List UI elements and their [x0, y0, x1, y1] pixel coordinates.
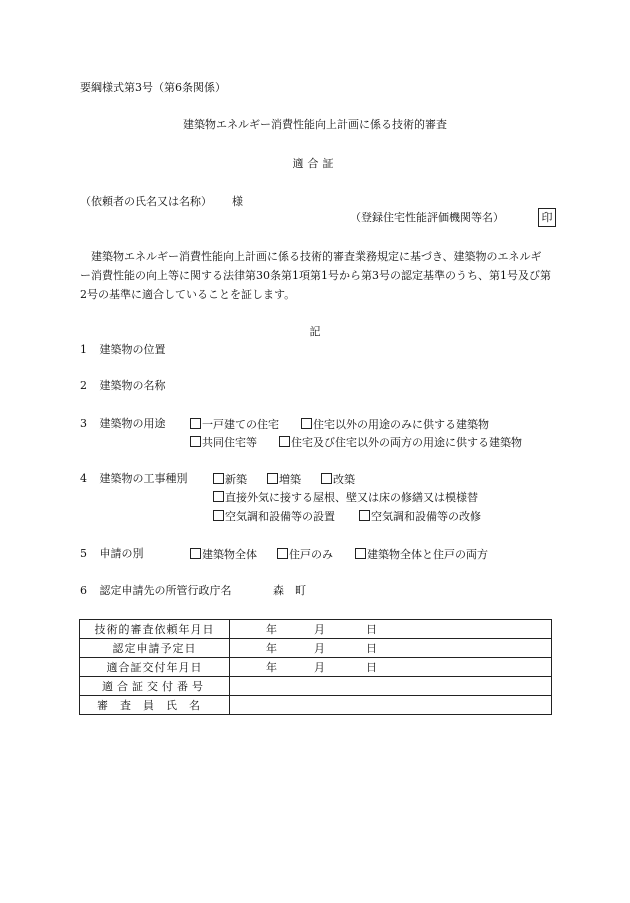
year-unit: 年: [266, 660, 277, 674]
checkbox[interactable]: [301, 418, 312, 429]
table-row: [80, 696, 552, 715]
use-options-row1: [190, 418, 509, 430]
option-label: 共同住宅等: [202, 436, 257, 449]
item-name: [80, 380, 166, 391]
year-unit: 年: [266, 622, 277, 636]
organization-label: （登録住宅性能評価機関等名）: [350, 211, 504, 224]
review-info-table: [79, 619, 552, 715]
table-row: [80, 658, 552, 677]
row-label: 適合証交付番号: [80, 677, 230, 696]
option-label: 空気調和設備等の設置: [225, 510, 335, 523]
form-number: 要綱様式第3号（第6条関係）: [80, 81, 226, 94]
option-label: 住宅以外の用途のみに供する建築物: [313, 418, 489, 431]
day-unit: 日: [366, 660, 377, 674]
checkbox[interactable]: [267, 473, 278, 484]
item-number: 5: [80, 547, 87, 560]
option-both[interactable]: [355, 548, 488, 560]
day-unit: 日: [366, 622, 377, 636]
option-label: 住戸のみ: [289, 548, 333, 561]
option-label: 空気調和設備等の改修: [371, 510, 481, 523]
item-number: 2: [80, 379, 87, 392]
honorific: 様: [232, 195, 243, 208]
month-unit: 月: [314, 641, 325, 655]
item-application-type: [80, 548, 144, 559]
option-mixed-use[interactable]: [279, 436, 522, 448]
row-label: 適合証交付年月日: [80, 658, 230, 677]
number-field[interactable]: [230, 677, 552, 696]
item-number: 6: [80, 584, 87, 597]
document-subtitle: 適合証: [292, 157, 338, 170]
option-whole-building[interactable]: [190, 548, 257, 560]
option-label: 住宅及び住宅以外の両方の用途に供する建築物: [291, 436, 522, 449]
item-number: 3: [80, 417, 87, 430]
checkbox[interactable]: [190, 548, 201, 559]
construction-options-row1: [213, 473, 375, 485]
month-unit: 月: [314, 622, 325, 636]
reviewer-name-field[interactable]: [230, 696, 552, 715]
checkbox[interactable]: [277, 548, 288, 559]
checkbox[interactable]: [279, 436, 290, 447]
certification-statement: 建築物エネルギー消費性能向上計画に係る技術的審査業務規定に基づき、建築物のエネルギー消費性能の向上等に関する法律第30条第1項第1号から第3号の認定基準のうち、第1号及び第2号の基準に適合していることを証します。: [80, 250, 551, 301]
option-extension[interactable]: [267, 473, 301, 485]
application-options: [190, 548, 508, 560]
option-label: 改築: [333, 473, 355, 486]
option-detached-house[interactable]: [190, 418, 279, 430]
option-label: 建築物全体: [202, 548, 257, 561]
year-unit: 年: [266, 641, 277, 655]
option-new-build[interactable]: [213, 473, 247, 485]
seal-mark: 印: [538, 208, 556, 227]
construction-options-row3: [213, 510, 501, 522]
date-field[interactable]: [230, 658, 552, 677]
month-unit: 月: [314, 660, 325, 674]
day-unit: 日: [366, 641, 377, 655]
option-units-only[interactable]: [277, 548, 333, 560]
option-envelope-repair[interactable]: [213, 491, 478, 503]
item-authority: [80, 585, 232, 596]
use-options-row2: [190, 436, 542, 448]
checkbox[interactable]: [359, 510, 370, 521]
option-label: 直接外気に接する屋根、壁又は床の修繕又は模様替: [225, 491, 478, 504]
date-field[interactable]: [230, 639, 552, 658]
table-row: [80, 620, 552, 639]
document-title: 建築物エネルギー消費性能向上計画に係る技術的審査: [183, 118, 447, 131]
table-row: [80, 639, 552, 658]
item-use: [80, 418, 166, 429]
checkbox[interactable]: [190, 418, 201, 429]
item-label: 認定申請先の所管行政庁名: [99, 584, 232, 597]
option-apartment[interactable]: [190, 436, 257, 448]
option-label: 建築物全体と住戸の両方: [367, 548, 488, 561]
option-label: 一戸建ての住宅: [202, 418, 279, 431]
item-construction-type: [80, 473, 188, 484]
option-non-residential[interactable]: [301, 418, 489, 430]
row-label: 認定申請予定日: [80, 639, 230, 658]
option-hvac-renovation[interactable]: [359, 510, 481, 522]
option-rebuild[interactable]: [321, 473, 355, 485]
checkbox[interactable]: [213, 473, 224, 484]
ki-heading: 記: [309, 325, 321, 338]
construction-options-row2: [213, 491, 498, 503]
checkbox[interactable]: [190, 436, 201, 447]
item-label: 申請の別: [99, 547, 144, 560]
table-row: [80, 677, 552, 696]
applicant-label: （依頼者の氏名又は名称）: [80, 195, 212, 208]
item-location: [80, 344, 166, 355]
row-label: 審査員氏名: [80, 696, 230, 715]
option-hvac-install[interactable]: [213, 510, 335, 522]
checkbox[interactable]: [213, 510, 224, 521]
checkbox[interactable]: [321, 473, 332, 484]
checkbox[interactable]: [355, 548, 366, 559]
item-label: 建築物の用途: [99, 417, 166, 430]
item-number: 4: [80, 472, 87, 485]
row-label: 技術的審査依頼年月日: [80, 620, 230, 639]
option-label: 増築: [279, 473, 301, 486]
date-field[interactable]: [230, 620, 552, 639]
item-number: 1: [80, 343, 87, 356]
item-label: 建築物の工事種別: [99, 472, 188, 485]
checkbox[interactable]: [213, 491, 224, 502]
item-label: 建築物の位置: [99, 343, 166, 356]
authority-value: 森 町: [273, 584, 306, 597]
option-label: 新築: [225, 473, 247, 486]
item-label: 建築物の名称: [99, 379, 166, 392]
